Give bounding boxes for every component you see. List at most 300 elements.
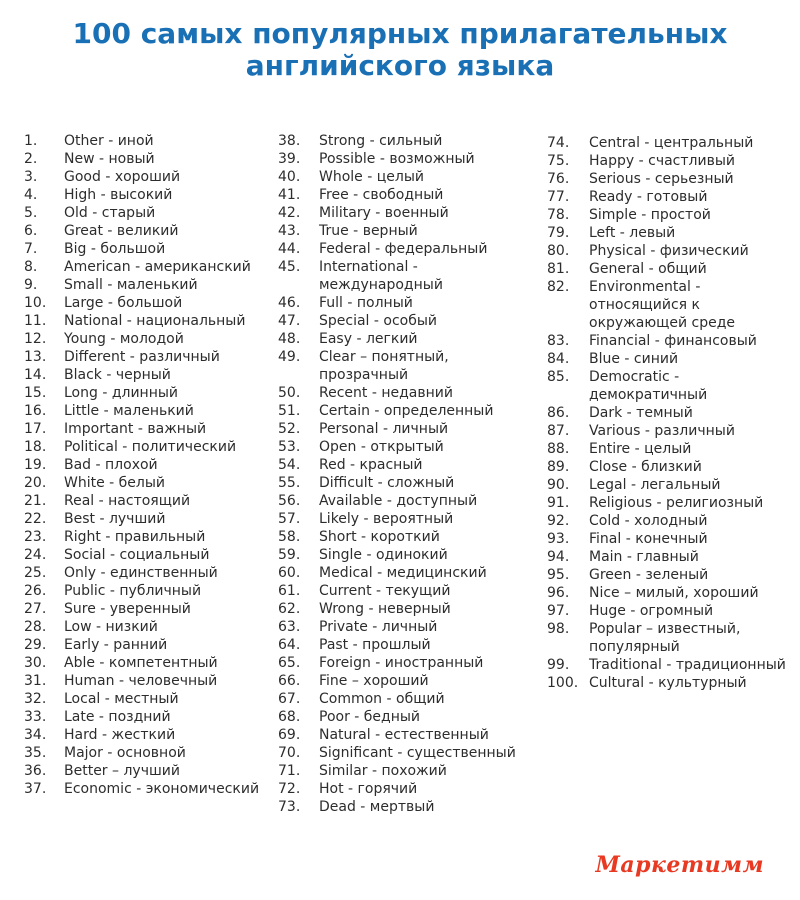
item-number: 75. <box>547 153 570 169</box>
item-term: International - международный <box>319 259 443 293</box>
item-number: 97. <box>547 603 570 619</box>
list-item <box>547 530 797 548</box>
item-term: Whole - целый <box>319 169 424 185</box>
item-number: 85. <box>547 369 570 385</box>
item-number: 74. <box>547 135 570 151</box>
item-term: Similar - похожий <box>319 763 447 779</box>
item-term: Happy - счастливый <box>589 153 735 169</box>
item-number: 72. <box>278 781 301 797</box>
item-number: 42. <box>278 205 301 221</box>
item-number: 86. <box>547 405 570 421</box>
item-term: Fine – хороший <box>319 673 429 689</box>
item-term: Wrong - неверный <box>319 601 451 617</box>
list-item <box>278 708 540 726</box>
list-item <box>278 582 540 600</box>
list-item <box>547 458 797 476</box>
list-item <box>547 134 797 152</box>
item-term: Federal - федеральный <box>319 241 488 257</box>
list-item <box>278 600 540 618</box>
item-term: Sure - уверенный <box>64 601 191 617</box>
item-term: Only - единственный <box>64 565 218 581</box>
item-number: 34. <box>24 727 47 743</box>
item-term: Current - текущий <box>319 583 451 599</box>
word-list-column-1 <box>24 132 274 798</box>
item-number: 88. <box>547 441 570 457</box>
list-item <box>547 152 797 170</box>
list-item <box>278 528 540 546</box>
item-term: White - белый <box>64 475 166 491</box>
item-term: Young - молодой <box>64 331 184 347</box>
list-item <box>547 206 797 224</box>
list-item <box>24 186 274 204</box>
list-item <box>278 546 540 564</box>
item-number: 14. <box>24 367 47 383</box>
list-item <box>24 438 274 456</box>
list-item <box>278 492 540 510</box>
list-item <box>278 150 540 168</box>
list-item <box>278 726 540 744</box>
list-item <box>278 618 540 636</box>
item-number: 40. <box>278 169 301 185</box>
list-item <box>278 474 540 492</box>
item-number: 15. <box>24 385 47 401</box>
list-item <box>547 548 797 566</box>
item-term: Poor - бедный <box>319 709 421 725</box>
list-item <box>24 294 274 312</box>
item-term: Traditional - традиционный <box>589 657 786 673</box>
item-number: 20. <box>24 475 47 491</box>
item-number: 51. <box>278 403 301 419</box>
item-term: Important - важный <box>64 421 207 437</box>
item-term: Dark - темный <box>589 405 693 421</box>
list-item <box>24 240 274 258</box>
item-number: 93. <box>547 531 570 547</box>
list-item <box>547 512 797 530</box>
list-item <box>24 546 274 564</box>
list-item <box>278 780 540 798</box>
list-item <box>547 332 797 350</box>
list-item <box>547 170 797 188</box>
item-term: Cultural - культурный <box>589 675 747 691</box>
item-number: 78. <box>547 207 570 223</box>
item-term: Close - близкий <box>589 459 702 475</box>
list-item <box>24 330 274 348</box>
list-item <box>547 404 797 422</box>
item-number: 99. <box>547 657 570 673</box>
item-number: 70. <box>278 745 301 761</box>
item-term: Nice – милый, хороший <box>589 585 759 601</box>
item-term: Late - поздний <box>64 709 171 725</box>
item-number: 76. <box>547 171 570 187</box>
list-item <box>24 222 274 240</box>
item-number: 62. <box>278 601 301 617</box>
item-term: Free - свободный <box>319 187 444 203</box>
item-term: Low - низкий <box>64 619 158 635</box>
list-item <box>278 654 540 672</box>
list-item <box>24 258 274 276</box>
item-term: Religious - религиозный <box>589 495 764 511</box>
item-term: Blue - синий <box>589 351 679 367</box>
list-item <box>24 672 274 690</box>
list-item <box>547 188 797 206</box>
item-term: Short - короткий <box>319 529 440 545</box>
item-term: Green - зеленый <box>589 567 709 583</box>
item-term: Available - доступный <box>319 493 478 509</box>
list-item <box>24 600 274 618</box>
item-term: Bad - плохой <box>64 457 158 473</box>
list-item <box>278 204 540 222</box>
list-item <box>278 294 540 312</box>
list-item <box>24 726 274 744</box>
item-term: Medical - медицинский <box>319 565 487 581</box>
word-list-column-2 <box>278 132 540 816</box>
item-term: Able - компетентный <box>64 655 218 671</box>
item-number: 3. <box>24 169 38 185</box>
list-item <box>24 150 274 168</box>
list-item <box>547 260 797 278</box>
list-item <box>24 582 274 600</box>
item-term: Final - конечный <box>589 531 708 547</box>
list-item <box>547 476 797 494</box>
item-term: Other - иной <box>64 133 154 149</box>
item-number: 1. <box>24 133 38 149</box>
list-item <box>24 312 274 330</box>
item-number: 23. <box>24 529 47 545</box>
list-item <box>24 510 274 528</box>
item-number: 19. <box>24 457 47 473</box>
item-term: Main - главный <box>589 549 699 565</box>
item-number: 31. <box>24 673 47 689</box>
item-term: Local - местный <box>64 691 179 707</box>
list-item <box>278 564 540 582</box>
item-term: Large - большой <box>64 295 183 311</box>
item-number: 2. <box>24 151 38 167</box>
item-number: 35. <box>24 745 47 761</box>
list-item <box>24 420 274 438</box>
item-number: 11. <box>24 313 47 329</box>
item-number: 27. <box>24 601 47 617</box>
list-item <box>24 780 274 798</box>
item-term: Red - красный <box>319 457 423 473</box>
item-term: Single - одинокий <box>319 547 448 563</box>
list-item <box>24 762 274 780</box>
item-number: 44. <box>278 241 301 257</box>
list-item <box>278 402 540 420</box>
item-number: 65. <box>278 655 301 671</box>
item-term: Common - общий <box>319 691 445 707</box>
item-number: 91. <box>547 495 570 511</box>
item-number: 24. <box>24 547 47 563</box>
item-term: Best - лучший <box>64 511 166 527</box>
item-term: Central - центральный <box>589 135 754 151</box>
item-term: Serious - серьезный <box>589 171 734 187</box>
item-number: 95. <box>547 567 570 583</box>
item-number: 53. <box>278 439 301 455</box>
list-item <box>24 564 274 582</box>
list-item <box>24 132 274 150</box>
list-item <box>24 456 274 474</box>
item-term: Major - основной <box>64 745 186 761</box>
list-item <box>24 636 274 654</box>
list-item <box>547 350 797 368</box>
list-item <box>24 204 274 222</box>
item-term: Long - длинный <box>64 385 179 401</box>
item-number: 50. <box>278 385 301 401</box>
item-term: New - новый <box>64 151 155 167</box>
item-term: Small - маленький <box>64 277 198 293</box>
item-number: 5. <box>24 205 38 221</box>
item-term: Environmental - относящийся к окружающей среде <box>589 279 736 331</box>
item-number: 57. <box>278 511 301 527</box>
item-term: Military - военный <box>319 205 449 221</box>
item-term: Dead - мертвый <box>319 799 435 815</box>
page-title <box>0 18 800 82</box>
item-number: 96. <box>547 585 570 601</box>
item-number: 89. <box>547 459 570 475</box>
item-number: 100. <box>547 675 579 691</box>
item-number: 77. <box>547 189 570 205</box>
item-term: Little - маленький <box>64 403 194 419</box>
item-term: High - высокий <box>64 187 173 203</box>
item-number: 56. <box>278 493 301 509</box>
item-number: 46. <box>278 295 301 311</box>
item-term: Cold - холодный <box>589 513 708 529</box>
item-term: Left - левый <box>589 225 676 241</box>
item-number: 90. <box>547 477 570 493</box>
item-term: Significant - существенный <box>319 745 516 761</box>
item-term: Early - ранний <box>64 637 168 653</box>
item-term: American - американский <box>64 259 251 275</box>
list-item <box>547 584 797 602</box>
list-item <box>547 602 797 620</box>
list-item <box>278 168 540 186</box>
item-term: Physical - физический <box>589 243 749 259</box>
item-term: Natural - естественный <box>319 727 489 743</box>
list-item <box>24 618 274 636</box>
item-number: 94. <box>547 549 570 565</box>
list-item <box>278 456 540 474</box>
list-item <box>278 330 540 348</box>
item-term: Special - особый <box>319 313 438 329</box>
title-line-2: английского языка <box>245 49 555 82</box>
list-item <box>278 240 540 258</box>
item-term: Likely - вероятный <box>319 511 454 527</box>
item-number: 16. <box>24 403 47 419</box>
title-line-1: 100 самых популярных прилагательных <box>72 17 728 50</box>
list-item <box>24 366 274 384</box>
item-term: Good - хороший <box>64 169 181 185</box>
list-item <box>547 242 797 260</box>
item-number: 73. <box>278 799 301 815</box>
item-term: Entire - целый <box>589 441 692 457</box>
item-term: Ready - готовый <box>589 189 708 205</box>
item-number: 66. <box>278 673 301 689</box>
item-term: Personal - личный <box>319 421 449 437</box>
item-number: 25. <box>24 565 47 581</box>
item-number: 32. <box>24 691 47 707</box>
item-number: 17. <box>24 421 47 437</box>
item-term: Great - великий <box>64 223 179 239</box>
item-term: Certain - определенный <box>319 403 494 419</box>
item-number: 52. <box>278 421 301 437</box>
item-number: 69. <box>278 727 301 743</box>
item-term: Right - правильный <box>64 529 206 545</box>
item-number: 60. <box>278 565 301 581</box>
list-item <box>278 672 540 690</box>
item-term: Possible - возможный <box>319 151 475 167</box>
item-number: 9. <box>24 277 38 293</box>
item-term: Hard - жесткий <box>64 727 176 743</box>
item-term: Full - полный <box>319 295 413 311</box>
item-number: 82. <box>547 279 570 295</box>
item-number: 55. <box>278 475 301 491</box>
item-number: 87. <box>547 423 570 439</box>
item-term: Recent - недавний <box>319 385 453 401</box>
item-number: 64. <box>278 637 301 653</box>
list-item <box>278 744 540 762</box>
list-item <box>547 278 797 332</box>
item-number: 71. <box>278 763 301 779</box>
list-item <box>278 348 540 384</box>
item-number: 29. <box>24 637 47 653</box>
item-number: 41. <box>278 187 301 203</box>
item-number: 39. <box>278 151 301 167</box>
list-item <box>24 492 274 510</box>
item-number: 4. <box>24 187 38 203</box>
item-number: 84. <box>547 351 570 367</box>
list-item <box>547 674 797 692</box>
list-item <box>24 690 274 708</box>
list-item <box>278 258 540 294</box>
item-term: Clear – понятный, прозрачный <box>319 349 449 383</box>
item-number: 49. <box>278 349 301 365</box>
item-term: Democratic - демократичный <box>589 369 708 403</box>
list-item <box>278 132 540 150</box>
item-number: 63. <box>278 619 301 635</box>
item-number: 10. <box>24 295 47 311</box>
list-item <box>24 744 274 762</box>
item-number: 7. <box>24 241 38 257</box>
item-term: Open - открытый <box>319 439 444 455</box>
list-item <box>278 312 540 330</box>
item-number: 6. <box>24 223 38 239</box>
list-item <box>24 276 274 294</box>
item-number: 68. <box>278 709 301 725</box>
word-list-column-3 <box>547 134 797 692</box>
item-term: General - общий <box>589 261 707 277</box>
list-item <box>24 474 274 492</box>
item-term: True - верный <box>319 223 418 239</box>
item-number: 80. <box>547 243 570 259</box>
list-item <box>24 168 274 186</box>
item-term: Past - прошлый <box>319 637 431 653</box>
list-item <box>24 384 274 402</box>
item-number: 92. <box>547 513 570 529</box>
item-term: Political - политический <box>64 439 237 455</box>
item-number: 18. <box>24 439 47 455</box>
item-term: Social - социальный <box>64 547 210 563</box>
item-number: 33. <box>24 709 47 725</box>
item-number: 54. <box>278 457 301 473</box>
list-item <box>278 762 540 780</box>
item-term: National - национальный <box>64 313 246 329</box>
item-number: 38. <box>278 133 301 149</box>
item-number: 37. <box>24 781 47 797</box>
list-item <box>24 402 274 420</box>
item-number: 83. <box>547 333 570 349</box>
item-number: 61. <box>278 583 301 599</box>
item-term: Black - черный <box>64 367 171 383</box>
item-term: Hot - горячий <box>319 781 418 797</box>
item-number: 12. <box>24 331 47 347</box>
list-item <box>278 510 540 528</box>
list-item <box>547 422 797 440</box>
item-number: 28. <box>24 619 47 635</box>
brand-logo: Маркетимм <box>595 852 764 878</box>
item-number: 47. <box>278 313 301 329</box>
item-term: Better – лучший <box>64 763 180 779</box>
list-item <box>24 708 274 726</box>
item-term: Foreign - иностранный <box>319 655 484 671</box>
item-term: Various - различный <box>589 423 735 439</box>
item-number: 58. <box>278 529 301 545</box>
list-item <box>278 420 540 438</box>
list-item <box>278 222 540 240</box>
item-number: 48. <box>278 331 301 347</box>
list-item <box>547 620 797 656</box>
item-number: 45. <box>278 259 301 275</box>
item-number: 79. <box>547 225 570 241</box>
list-item <box>547 368 797 404</box>
item-term: Public - публичный <box>64 583 202 599</box>
item-term: Economic - экономический <box>64 781 260 797</box>
item-number: 67. <box>278 691 301 707</box>
item-term: Real - настоящий <box>64 493 191 509</box>
list-item <box>278 186 540 204</box>
item-term: Human - человечный <box>64 673 218 689</box>
item-number: 8. <box>24 259 38 275</box>
item-term: Legal - легальный <box>589 477 721 493</box>
list-item <box>547 566 797 584</box>
item-term: Easy - легкий <box>319 331 418 347</box>
item-term: Big - большой <box>64 241 166 257</box>
item-number: 26. <box>24 583 47 599</box>
item-number: 30. <box>24 655 47 671</box>
list-item <box>547 440 797 458</box>
item-number: 36. <box>24 763 47 779</box>
list-item <box>278 636 540 654</box>
item-number: 43. <box>278 223 301 239</box>
item-term: Old - старый <box>64 205 156 221</box>
item-term: Popular – известный, популярный <box>589 621 741 655</box>
list-item <box>547 224 797 242</box>
list-item <box>547 656 797 674</box>
item-number: 59. <box>278 547 301 563</box>
item-number: 98. <box>547 621 570 637</box>
item-term: Private - личный <box>319 619 438 635</box>
list-item <box>24 348 274 366</box>
item-number: 22. <box>24 511 47 527</box>
list-item <box>278 384 540 402</box>
list-item <box>24 654 274 672</box>
item-term: Huge - огромный <box>589 603 714 619</box>
item-number: 81. <box>547 261 570 277</box>
item-number: 13. <box>24 349 47 365</box>
list-item <box>278 438 540 456</box>
item-term: Strong - сильный <box>319 133 443 149</box>
item-term: Difficult - сложный <box>319 475 455 491</box>
list-item <box>278 798 540 816</box>
